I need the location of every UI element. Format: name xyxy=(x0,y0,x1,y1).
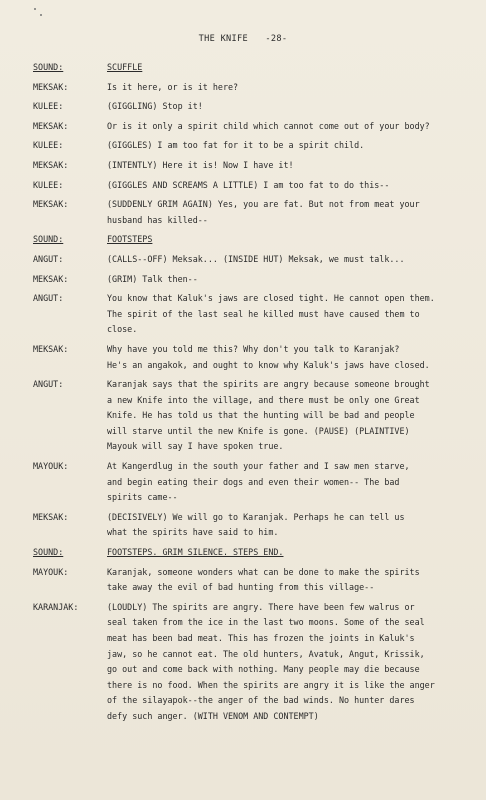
dialogue-line xyxy=(33,178,473,194)
dialogue-line xyxy=(33,138,473,154)
dialogue-text: At Kangerdlug in the south your father and I saw men starve, and begin eating their dogs and even their women-- The bad spirits came-- xyxy=(107,461,410,503)
dialogue-text: (GIGGLING) Stop it! xyxy=(107,101,203,112)
dialogue-text: Karanjak, someone wonders what can be done to make the spirits take away the evil of bad hunting from this village-- xyxy=(107,566,420,593)
speaker-label: MEKSAK: xyxy=(33,343,69,354)
dialogue-line xyxy=(33,377,473,455)
dialogue-text: (INTENTLY) Here it is! Now I have it! xyxy=(107,159,294,170)
speaker-label: MEKSAK: xyxy=(33,199,69,210)
speaker-label: MEKSAK: xyxy=(33,273,69,284)
sound-cue xyxy=(33,545,473,561)
page-header xyxy=(0,34,486,44)
dialogue-line xyxy=(33,119,473,135)
dialogue-text: (GIGGLES AND SCREAMS A LITTLE) I am too fat to do this-- xyxy=(107,179,390,190)
paper-speck xyxy=(40,14,42,16)
speaker-label: SOUND: xyxy=(33,234,64,245)
dialogue-text: Or is it only a spirit child which cannot come out of your body? xyxy=(107,120,430,131)
dialogue-line xyxy=(33,291,473,338)
speaker-label: MAYOUK: xyxy=(33,566,69,577)
dialogue-text: (SUDDENLY GRIM AGAIN) Yes, you are fat. But not from meat your husband has killed-- xyxy=(107,199,420,225)
dialogue-text: Why have you told me this? Why don't you talk to Karanjak? He's an angakok, and ought to know why Kaluk's jaws have closed. xyxy=(107,343,430,370)
speaker-label: ANGUT: xyxy=(33,293,64,304)
dialogue-line xyxy=(33,272,473,288)
speaker-label: SOUND: xyxy=(33,62,64,72)
sound-cue xyxy=(33,60,473,76)
speaker-label: MEKSAK: xyxy=(33,159,69,170)
speaker-label: ANGUT: xyxy=(33,253,64,264)
dialogue-line xyxy=(33,342,473,373)
dialogue-text: (GIGGLES) I am too fat for it to be a spirit child. xyxy=(107,140,365,151)
dialogue-text: (GRIM) Talk then-- xyxy=(107,273,198,284)
speaker-label: MAYOUK: xyxy=(33,461,69,472)
sound-effect-text: FOOTSTEPS xyxy=(107,234,153,245)
speaker-label: KULEE: xyxy=(33,101,64,112)
dialogue-line xyxy=(33,565,473,596)
sound-effect-text: SCUFFLE xyxy=(107,62,143,72)
dialogue-line xyxy=(33,197,473,228)
dialogue-text: You know that Kaluk's jaws are closed tight. He cannot open them. The spirit of the last seal he killed must have caused them to close. xyxy=(107,293,435,335)
dialogue-text: (CALLS--OFF) Meksak... (INSIDE HUT) Meksak, we must talk... xyxy=(107,253,405,264)
speaker-label: KULEE: xyxy=(33,179,64,190)
speaker-label: ANGUT: xyxy=(33,379,64,390)
script-body xyxy=(33,60,473,729)
dialogue-text: (LOUDLY) The spirits are angry. There have been few walrus or seal taken from the ice in the last two moons. Some of the seal meat has been bad meat. This has frozen the joints in Kaluk's jaw, so he cannot eat. The old hunters, Avatuk, Angut, Krissik, go out and come back with nothing. Many people may die because there is no food. When the spirits are angry it is like the anger of the silayapok--the anger of the bad winds. No hunter dares defy such anger. (WITH VENOM AND CONTEMPT) xyxy=(107,601,435,721)
dialogue-line xyxy=(33,80,473,96)
page-number: -28- xyxy=(265,34,288,44)
speaker-label: MEKSAK: xyxy=(33,120,69,131)
sound-effect-text: FOOTSTEPS. GRIM SILENCE. STEPS END. xyxy=(107,547,284,558)
dialogue-line xyxy=(33,99,473,115)
speaker-label: MEKSAK: xyxy=(33,511,69,522)
speaker-label: KULEE: xyxy=(33,140,64,151)
speaker-label: SOUND: xyxy=(33,547,64,558)
script-title: THE KNIFE xyxy=(198,34,248,44)
dialogue-text: (DECISIVELY) We will go to Karanjak. Perhaps he can tell us what the spirits have said to him. xyxy=(107,511,405,538)
dialogue-line xyxy=(33,600,473,725)
dialogue-line xyxy=(33,510,473,541)
speaker-label: MEKSAK: xyxy=(33,81,69,92)
dialogue-line xyxy=(33,158,473,174)
sound-cue xyxy=(33,232,473,248)
dialogue-line xyxy=(33,459,473,506)
speaker-label: KARANJAK: xyxy=(33,601,79,612)
dialogue-line xyxy=(33,252,473,268)
paper-speck xyxy=(34,8,36,10)
dialogue-text: Is it here, or is it here? xyxy=(107,81,239,92)
dialogue-text: Karanjak says that the spirits are angry because someone brought a new Knife into the village, and there must be only one Great Knife. He has told us that the hunting will be bad and people will starve until the new Knife is gone. (PAUSE) (PLAINTIVE) Mayouk will say I have spoken true. xyxy=(107,379,430,452)
